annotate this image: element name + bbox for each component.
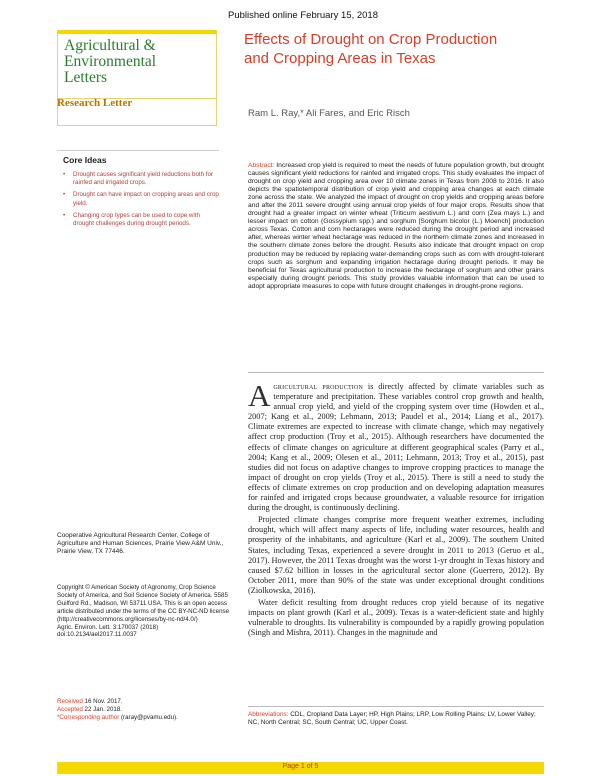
body-paragraph-1 bbox=[248, 378, 544, 513]
corresponding-label: *Corresponding author bbox=[57, 714, 120, 721]
received-label: Received bbox=[57, 698, 83, 705]
accepted-date bbox=[57, 706, 232, 714]
journal-name-line3: Letters bbox=[64, 69, 108, 86]
received-date bbox=[57, 698, 232, 706]
abstract-label: Abstract: bbox=[248, 162, 275, 169]
abbreviations-text: CDL, Cropland Data Layer; HP, High Plains; LRP, Low Rolling Plains; LV, Lower Valley; NC, North Central; SC, South Central; UC, Upper Coast. bbox=[248, 711, 536, 727]
journal-logo-box bbox=[57, 30, 217, 126]
abbreviations bbox=[248, 711, 544, 727]
core-idea-item: • Drought can have impact on cropping areas and crop yield. bbox=[63, 191, 219, 207]
journal-name-line2: Environmental bbox=[64, 53, 157, 70]
article-title-line1: Effects of Drought on Crop Production bbox=[244, 31, 498, 48]
author-affiliation: Cooperative Agricultural Research Center, College of Agriculture and Human Sciences, Prairie View A&M Univ., Prairie View, TX 77446. bbox=[57, 532, 224, 556]
corresponding-email: (raray@pvamu.edu). bbox=[119, 714, 178, 721]
accepted-value: 22 Jan. 2018. bbox=[82, 706, 123, 713]
paragraph-1-text: is directly affected by climate variables such as temperature and precipitation. These variables control crop growth and health, annual crop yield, and yield of the cropping system over time (Howden et al., 2007; Kang et al., 2009; Lehmann, 2013; Paudel et al., 2014; Liang et al., 2017). Climate extremes are expected to increase with climate change, which may negatively affect crop production (Troy et al., 2015). Although researchers have documented the effects of climate changes on agriculture at different geographical scales (Parry et al., 2004; Kang et al., 2009; Olesen et al., 2011; Lehmann, 2013; Troy et al., 2015), past studies did not focus on adaptive changes to improve cropping practices to manage the impact of drought on crop yields (Troy et al., 2015). There is still a need to study the effects of climate extremes on crop production and on developing adaptation measures for rainfed and irrigated crops because groundwater, a valuable resource for irrigation during the drought, is continuously declining. bbox=[248, 382, 544, 513]
body-paragraph-3: Water deficit resulting from drought reduces crop yield because of its negative impacts on plant growth (Karl et al., 2009). Texas is a water-deficient state and highly vulnerable to droughts. Its vulnerability is compounded by a rapidly growing population (Singh and Mishra, 2011). Changes in the magnitude and bbox=[248, 597, 544, 638]
abbreviations-divider bbox=[248, 706, 544, 707]
body-paragraph-2: Projected climate changes comprise more frequent weather extremes, including drought, which will affect many aspects of life, including water resources, health and prosperity of the inhabitants, and agriculture (Karl et al., 2009). The southern United States, including Texas, experienced a severe drought in 2011 to 2013 (Geruo et al., 2017). However, the 2011 Texas drought was the worst 1-yr drought in Texas history and caused $7.62 billion in losses in the agricultural sector alone (Guerrero, 2012). By October 2011, more than 90% of the state was under exceptional drought conditions (Ziolkowska, 2016). bbox=[248, 515, 544, 595]
received-value: 16 Nov. 2017. bbox=[82, 698, 123, 705]
doi: doi:10.2134/ael2017.11.0037 bbox=[57, 631, 137, 639]
corresponding-author bbox=[57, 714, 232, 722]
abstract bbox=[248, 162, 544, 291]
citation: Agric. Environ. Lett. 3:170037 (2018) bbox=[57, 623, 159, 631]
author-list: Ram L. Ray,* Ali Fares, and Eric Risch bbox=[248, 108, 410, 119]
footer-bar bbox=[57, 762, 544, 774]
core-idea-item: • Changing crop types can be used to cope with drought challenges during drought periods. bbox=[63, 212, 219, 228]
body-text bbox=[248, 378, 544, 640]
journal-name bbox=[64, 38, 214, 86]
drop-cap: A bbox=[248, 378, 271, 413]
article-type-label: Research Letter bbox=[57, 97, 133, 109]
published-online-header: Published online February 15, 2018 bbox=[228, 10, 378, 21]
core-ideas-list bbox=[57, 171, 219, 228]
abbreviations-label: Abbreviations: bbox=[248, 711, 289, 718]
core-ideas-box bbox=[57, 150, 219, 232]
accepted-label: Accepted bbox=[57, 706, 83, 713]
article-dates bbox=[57, 698, 232, 722]
core-idea-item: • Drought causes significant yield reductions both for rainfed and irrigated crops. bbox=[63, 171, 219, 187]
copyright-text: Copyright © American Society of Agronomy, Crop Science Society of America, and Soil Science Society of America. 5585 Guilford Rd., Madison, WI 53711 USA. This is an open access article distributed under the terms of the CC BY-NC-ND license (http://creativecommons.org/licenses/by-nc-nd/4.0/) bbox=[57, 584, 230, 623]
abstract-text: Increased crop yield is required to meet the needs of future population growth, but drought causes significant yield reductions for rainfed and irrigated crops. This study evaluates the impact of drought on crop yield and cropping area over 10 climate zones in Texas from 2008 to 2016. It also depicts the spatiotemporal distribution of crop yield and cropping area changes at each climate zone across the state. We analyzed the impact of drought on crop yields and cropping areas before and after the 2011 severe drought using annual crop yields of four major crops. Results show that drought had a greater impact on winter wheat (Triticum aestivum L.) and corn (Zea mays L.) and lesser impact on cotton (Gossypium spp.) and sorghum [Sorghum bicolor (L.) Moench] production across Texas. Cotton and corn hectarages were reduced during the drought period and increased after, whereas winter wheat hectarage was reduced in the northern climate zones and increased in the southern climate zones before the drought. Results also indicate that drought impact on crop production may be reduced by replacing water-demanding crops such as corn with drought-tolerant crops such as sorghum and expanding irrigation hectarage during drought periods. It may be beneficial for Texas agricultural production to increase the hectarage of sorghum and other grains especially during drought periods. This study provides valuable information that can be used to adopt appropriate measures to cope with future drought challenges in drought-prone regions. bbox=[248, 162, 544, 290]
copyright-notice bbox=[57, 584, 232, 639]
article-title bbox=[244, 30, 544, 68]
article-title-line2: and Cropping Areas in Texas bbox=[244, 50, 436, 67]
journal-name-line1: Agricultural & bbox=[64, 37, 156, 54]
abstract-divider bbox=[248, 372, 544, 373]
lead-in-smallcaps: gricultural production bbox=[273, 382, 364, 391]
core-ideas-title: Core Ideas bbox=[63, 155, 107, 165]
page-number: Page 1 of 5 bbox=[282, 763, 319, 770]
